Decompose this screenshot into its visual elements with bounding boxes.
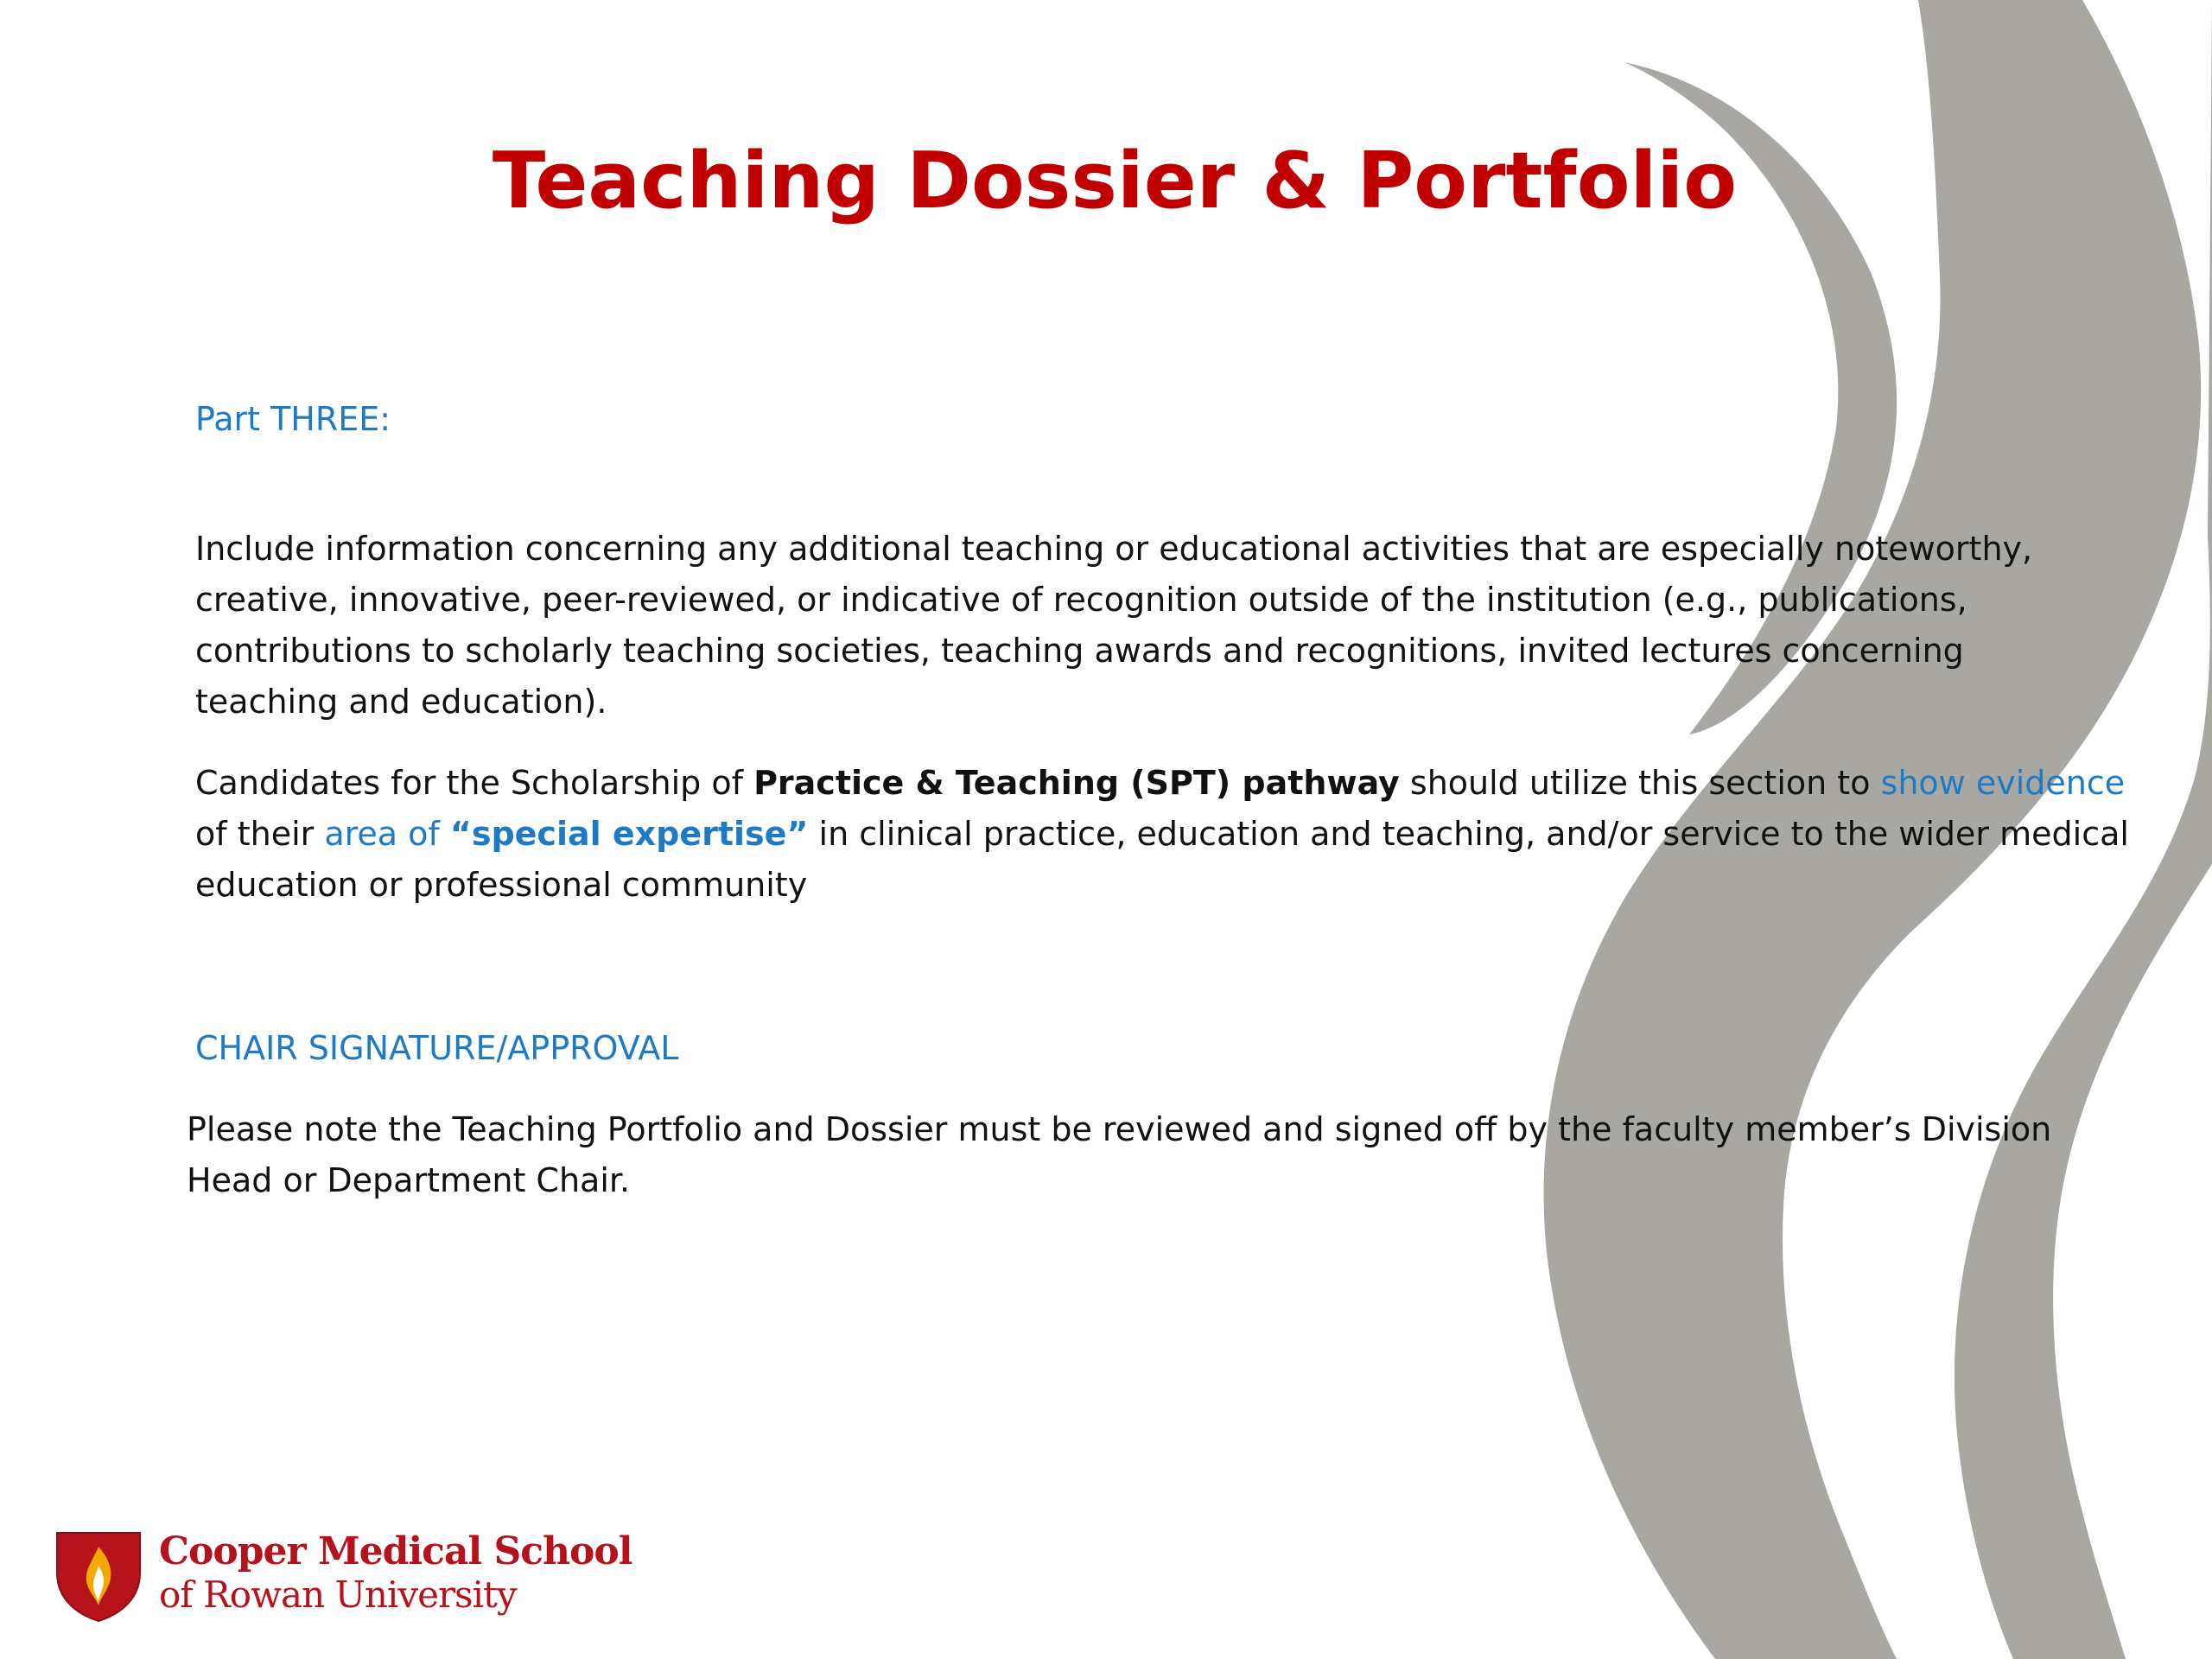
part-three-paragraph: Include information concerning any additional teaching or educational activities that are especially noteworthy, creative, innovative, peer-reviewed, or indicative of recognition outside of the institution (e.g., publications, contributions to scholarly teaching societies, teaching awards and recognitions, invited lectures concerning teaching and education). xyxy=(195,530,2033,721)
part-three-heading: Part THREE: xyxy=(195,400,391,438)
cooper-medical-school-logo xyxy=(54,1528,632,1623)
spt-pathway-paragraph xyxy=(195,758,2131,911)
text-segment: in clinical practice, education and teaching, and/or service to the wider medical education or professional community xyxy=(195,815,2129,904)
logo-text-line2: of Rowan University xyxy=(159,1573,517,1616)
chair-approval-paragraph: Please note the Teaching Portfolio and Dossier must be reviewed and signed off by the faculty member’s Division Head or Department Chair. xyxy=(187,1110,2052,1199)
area-of-highlight: area of xyxy=(324,815,450,853)
text-segment: of their xyxy=(195,815,325,853)
chair-signature-heading: CHAIR SIGNATURE/APPROVAL xyxy=(195,1029,679,1067)
flame-shield-icon xyxy=(54,1528,143,1623)
text-segment: should utilize this section to xyxy=(1399,764,1881,802)
slide-title: Teaching Dossier & Portfolio xyxy=(492,136,1738,226)
text-segment: Candidates for the Scholarship of xyxy=(195,764,754,802)
logo-text-line1: Cooper Medical School xyxy=(159,1529,632,1573)
show-evidence-highlight: show evidence xyxy=(1880,764,2126,802)
special-expertise-highlight: “special expertise” xyxy=(449,815,809,853)
spt-pathway-bold: Practice & Teaching (SPT) pathway xyxy=(753,764,1400,802)
